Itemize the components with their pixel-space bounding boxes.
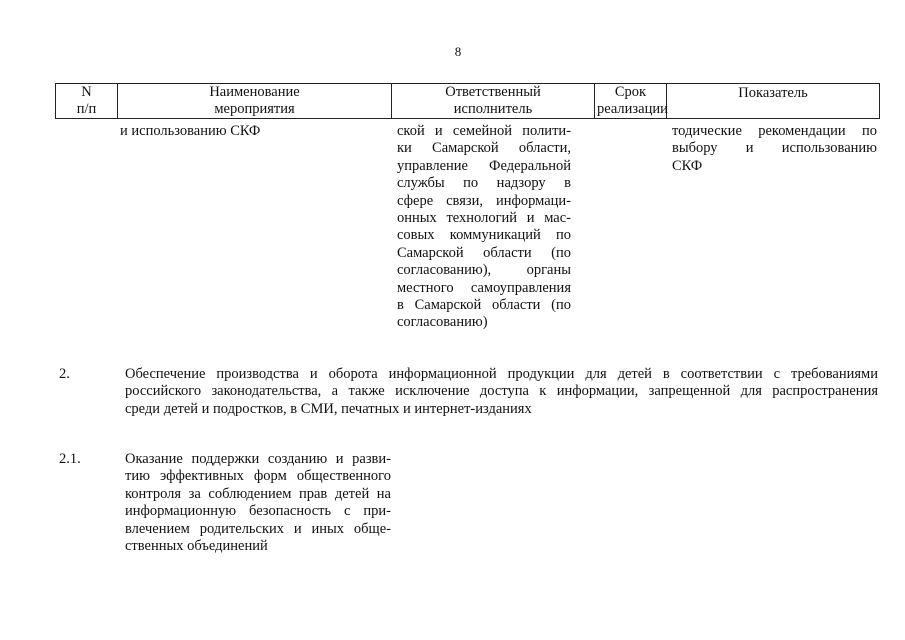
header-executor-line-2: исполнитель — [453, 101, 533, 117]
item-2-1-text — [125, 451, 391, 555]
indicator-line: тодические рекомендации по — [672, 123, 877, 139]
header-col-term — [595, 84, 667, 119]
item-2-1-line: тию эффективных форм общественного — [125, 468, 391, 485]
executor-line: ки Самарской области, — [397, 140, 571, 157]
table-header-row — [56, 84, 880, 119]
executor-line: Самарской области (по — [397, 244, 571, 261]
executor-line: местного самоуправления — [397, 279, 571, 296]
executor-line: в Самарской области (по — [397, 297, 571, 314]
header-col-indicator — [667, 84, 880, 119]
section-2-line: Обеспечение производства и оборота информационной продукции для детей в соответствии с требованиями — [125, 366, 878, 382]
item-2-1-number: 2.1. — [59, 451, 81, 467]
executor-line: совых коммуникаций по — [397, 227, 571, 244]
section-2-line: российского законодательства, а также исключение доступа к информации, запрещенной для распространения — [125, 383, 878, 400]
continuation-name-cell — [120, 123, 390, 140]
executor-line: ской и семейной полити- — [397, 123, 571, 139]
indicator-line: СКФ — [672, 157, 703, 174]
header-col-number — [56, 84, 118, 119]
item-2-1-line: информационную безопасность с при- — [125, 503, 391, 520]
executor-line: сфере связи, информаци- — [397, 192, 571, 209]
continuation-indicator-cell — [672, 123, 877, 175]
section-2-line: среди детей и подростков, в СМИ, печатных и интернет-изданиях — [125, 400, 532, 417]
page-number: 8 — [454, 44, 462, 59]
item-2-1-line: контроля за соблюдением прав детей на — [125, 485, 391, 502]
executor-line: согласованию), органы — [397, 262, 571, 279]
table-header — [55, 83, 880, 119]
item-2-1-line: Оказание поддержки созданию и разви- — [125, 451, 391, 467]
header-number-line-2: п/п — [76, 101, 97, 117]
header-col-name — [118, 84, 392, 119]
item-2-1-line: ственных объединений — [125, 538, 268, 555]
header-number-line-1: N — [81, 84, 92, 100]
section-2-text — [125, 366, 878, 418]
continuation-name-text: и использованию СКФ — [120, 123, 261, 139]
header-term-line-2: реализации — [597, 101, 668, 117]
header-indicator-line-1: Показатель — [738, 85, 808, 101]
executor-line: управление Федеральной — [397, 157, 571, 174]
continuation-executor-cell — [397, 123, 571, 332]
item-2-1-line: влечением родительских и иных обще- — [125, 520, 391, 537]
header-col-executor — [392, 84, 595, 119]
indicator-line: выбору и использованию — [672, 140, 877, 157]
header-name-line-1: Наименование — [209, 84, 300, 100]
header-executor-line-1: Ответственный — [445, 84, 541, 100]
executor-line: службы по надзору в — [397, 175, 571, 192]
section-2-number: 2. — [59, 366, 70, 382]
executor-line: согласованию) — [397, 314, 488, 331]
header-term-line-1: Срок — [614, 84, 647, 100]
executor-line: онных технологий и мас- — [397, 210, 571, 227]
header-name-line-2: мероприятия — [214, 101, 295, 117]
